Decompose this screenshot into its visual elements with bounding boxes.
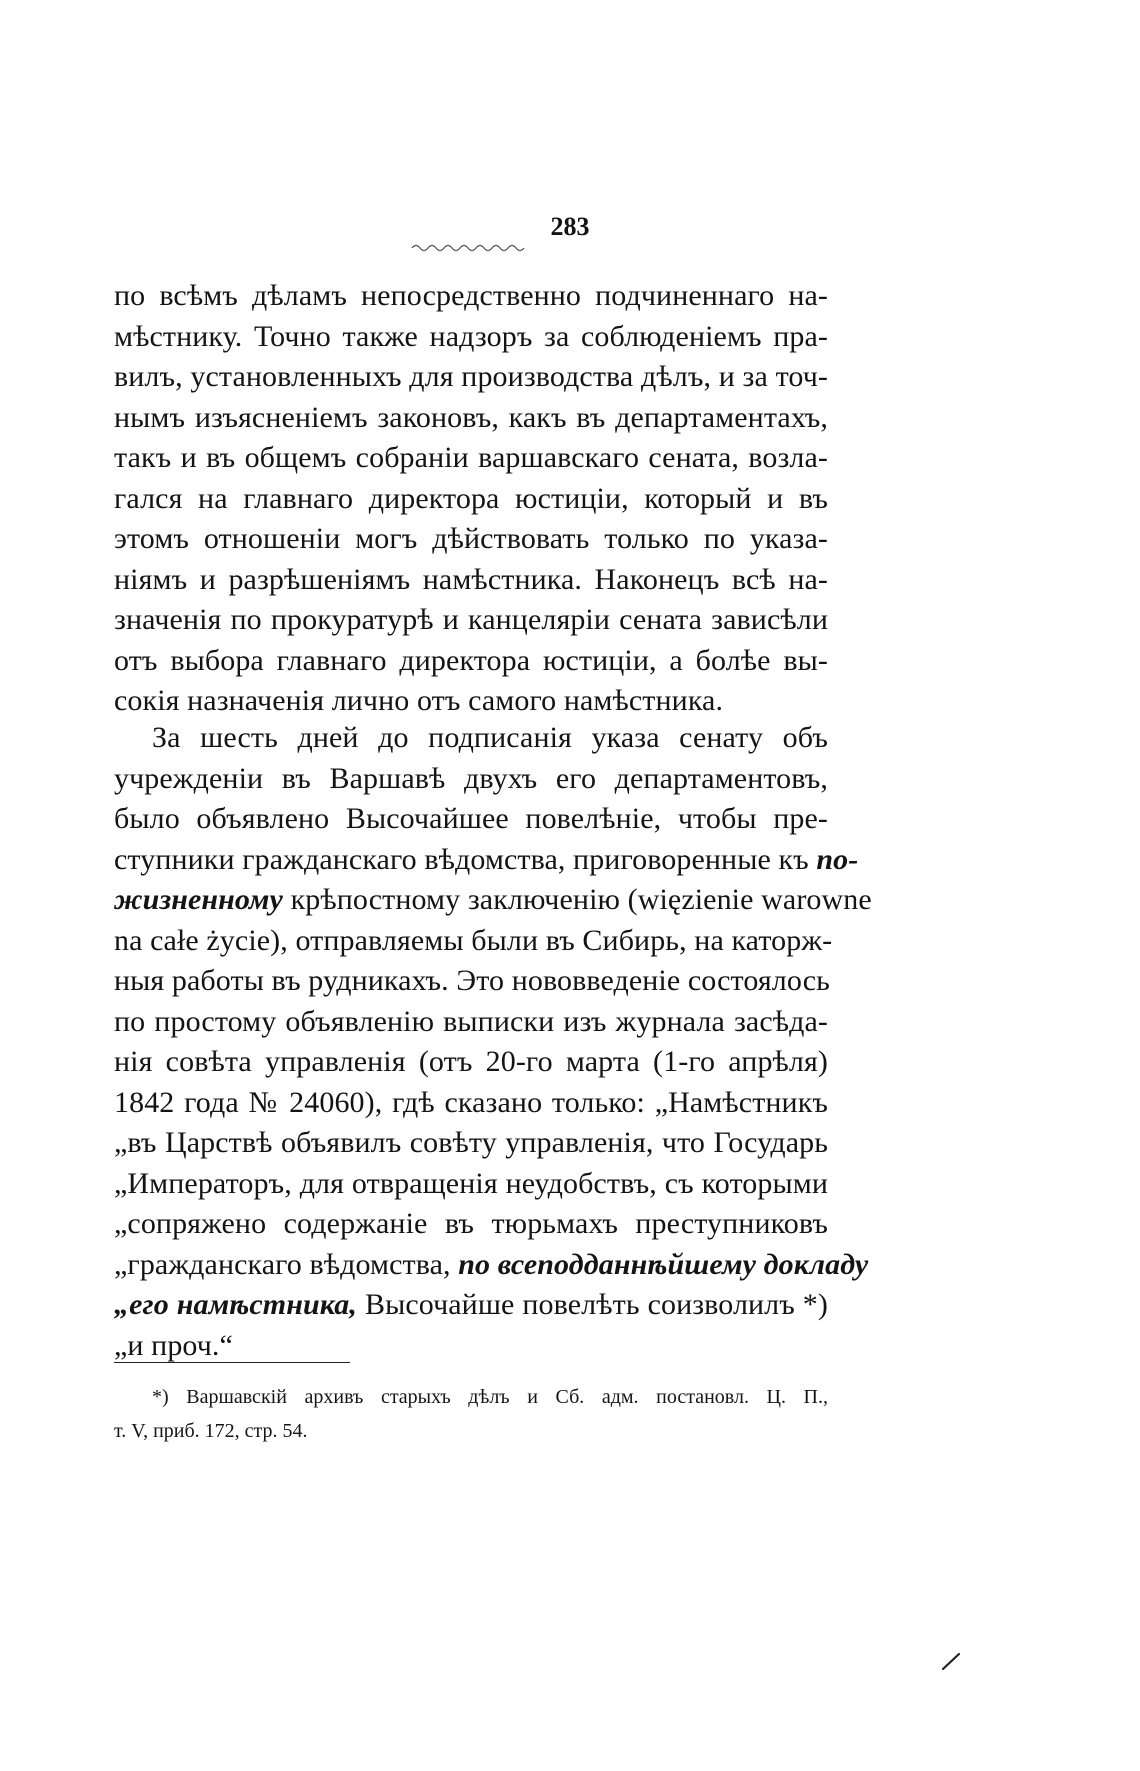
- footnote: [114, 1380, 828, 1448]
- text-run: Высочайше повелѣть соизволилъ *): [357, 1288, 829, 1321]
- text-line: вилъ, установленныхъ для производства дѣлъ, и за точ-: [114, 360, 828, 393]
- text-line: ныя работы въ рудникахъ. Это нововведеніе состоялось: [114, 964, 830, 997]
- page-number-ornament: [410, 242, 530, 254]
- text-line: такъ и въ общемъ собраніи варшавскаго сената, возла-: [114, 441, 828, 474]
- italic-run: по всеподданнѣйшему докладу: [458, 1247, 869, 1281]
- footnote-line: *) Варшавскій архивъ старыхъ дѣлъ и Сб. адм. постановл. Ц. П.,: [152, 1386, 828, 1408]
- text-run: „гражданскаго вѣдомства,: [114, 1247, 459, 1281]
- text-line: [114, 1285, 828, 1326]
- text-run: крѣпостному заключенію (więzienie warowne: [282, 883, 872, 916]
- stray-pen-mark: [940, 1650, 962, 1672]
- text-line: сокія назначенія лично отъ самого намѣстника.: [114, 684, 724, 717]
- text-line: „сопряжено содержаніе въ тюрьмахъ преступниковъ: [114, 1207, 828, 1240]
- text-line: [114, 1245, 869, 1286]
- italic-run: жизненному: [114, 883, 283, 916]
- text-line: ніямъ и разрѣшеніямъ намѣстника. Наконецъ всѣ на-: [114, 562, 828, 596]
- text-line: значенія по прокуратурѣ и канцеляріи сената зависѣли: [114, 603, 828, 636]
- text-line: 1842 года № 24060), гдѣ сказано только: „Намѣстникъ: [114, 1085, 828, 1119]
- text-line: „Императоръ, для отвращенія неудобствъ, съ которыми: [114, 1166, 828, 1200]
- text-line: этомъ отношеніи могъ дѣйствовать только по указа-: [114, 522, 828, 555]
- text-line: было объявлено Высочайшее повелѣніе, чтобы пре-: [114, 802, 828, 835]
- text-run: ступники гражданскаго вѣдомства, приговоренные къ: [114, 842, 817, 876]
- text-line: „и проч.“: [114, 1328, 233, 1362]
- text-line: мѣстнику. Точно также надзоръ за соблюденіемъ пра-: [114, 319, 828, 353]
- text-line: нія совѣта управленія (отъ 20-го марта (1-го апрѣля): [114, 1045, 828, 1078]
- text-line: отъ выбора главнаго директора юстиціи, а болѣе вы-: [114, 643, 828, 677]
- text-line: [114, 840, 859, 881]
- text-line: За шесть дней до подписанія указа сенату объ: [152, 721, 828, 754]
- text-line: учрежденіи въ Варшавѣ двухъ его департаментовъ,: [114, 761, 828, 795]
- text-line: гался на главнаго директора юстиціи, который и въ: [114, 481, 828, 515]
- text-line: [114, 880, 872, 921]
- text-line: na całe życie), отправляемы были въ Сибирь, на каторж-: [114, 923, 833, 957]
- text-line: по всѣмъ дѣламъ непосредственно подчиненнаго на-: [114, 279, 828, 312]
- text-line: „въ Царствѣ объявилъ совѣту управленія, что Государь: [114, 1126, 828, 1159]
- footnote-line: т. V, приб. 172, стр. 54.: [114, 1420, 308, 1442]
- page-number: 283: [550, 212, 590, 241]
- paragraph-continued: [114, 276, 828, 722]
- text-line: нымъ изъясненіемъ законовъ, какъ въ департаментахъ,: [114, 400, 828, 434]
- text-line: по простому объявленію выписки изъ журнала засѣда-: [114, 1004, 828, 1038]
- footnote-divider: [114, 1362, 350, 1363]
- italic-run: по-: [816, 842, 859, 876]
- italic-run: „его намѣстника,: [114, 1288, 358, 1321]
- paragraph-decree: [114, 718, 872, 1366]
